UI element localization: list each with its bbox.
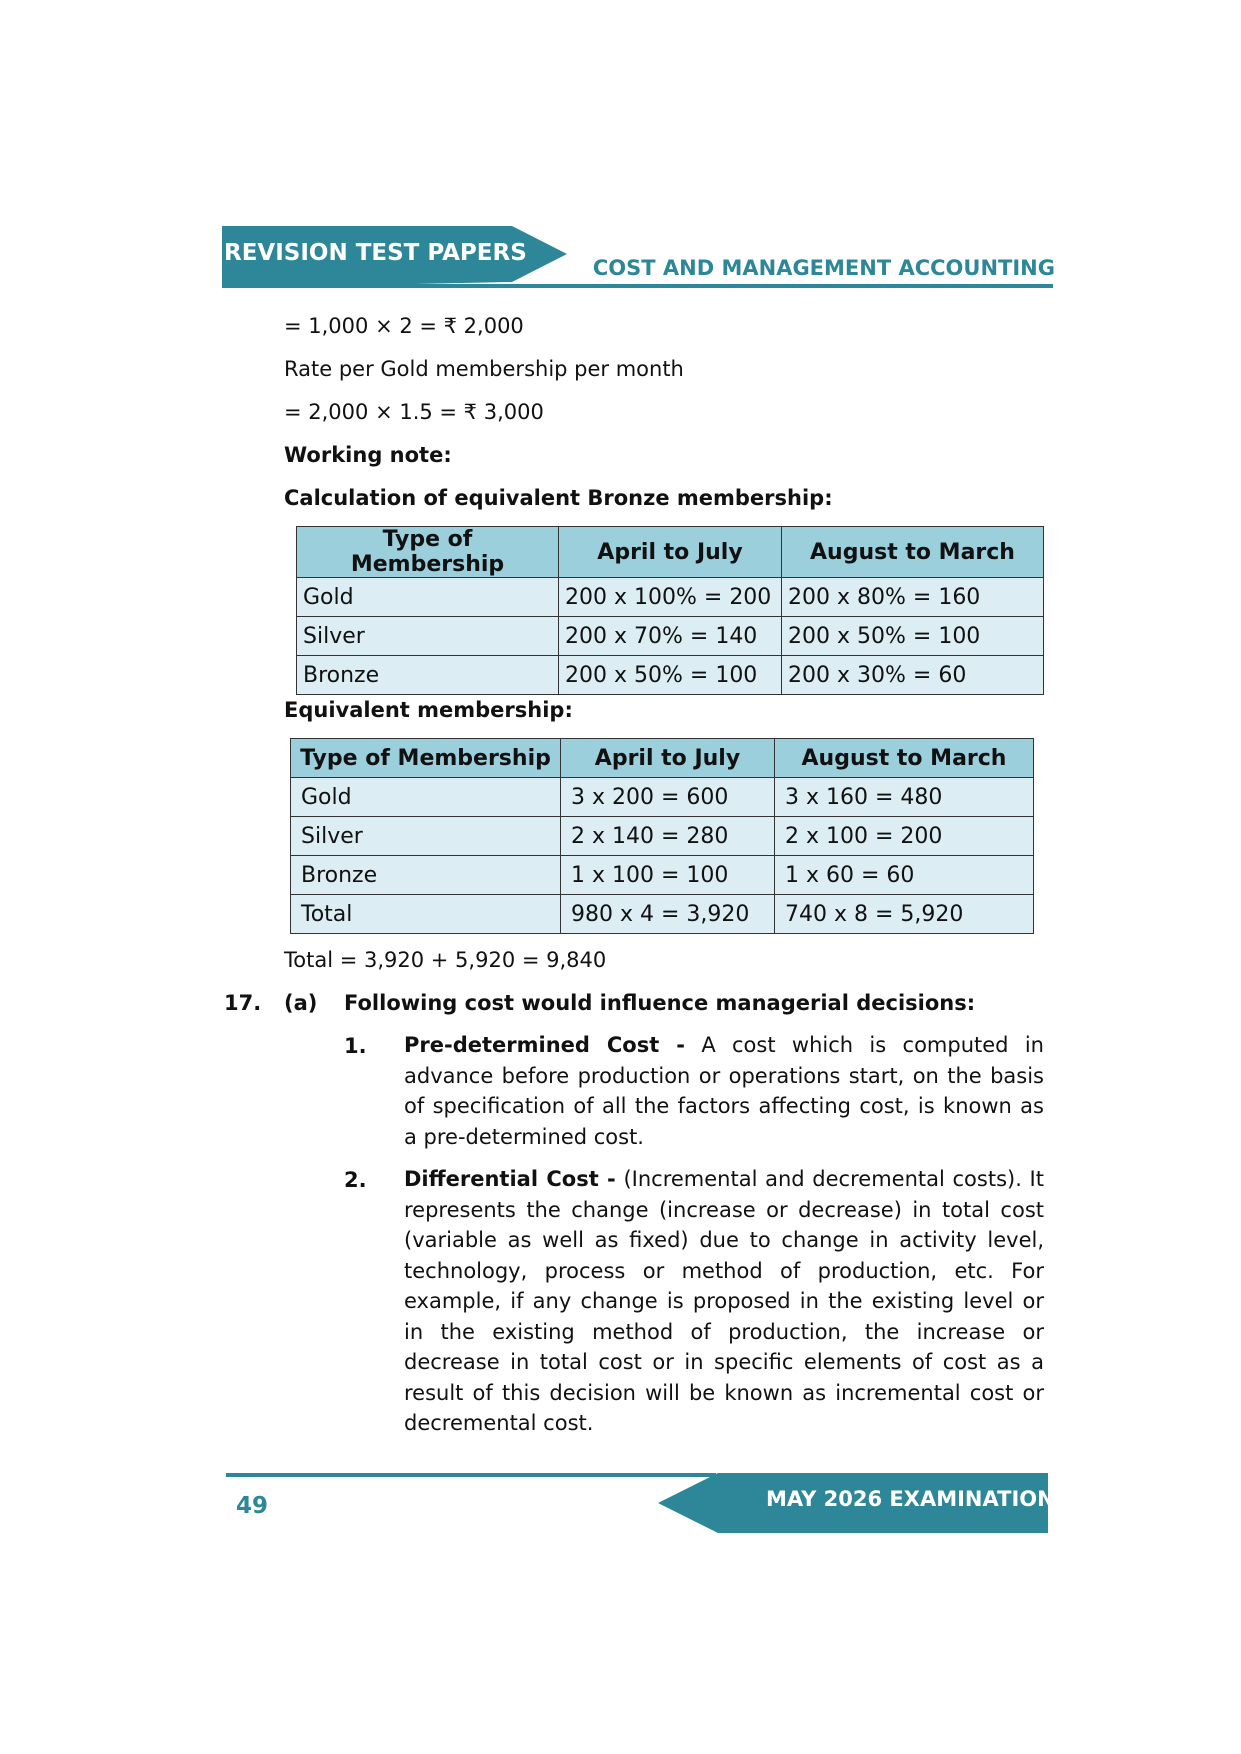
table-cell: Total [291, 895, 561, 934]
question-part: (a) [284, 991, 318, 1015]
table-cell: 1 x 100 = 100 [561, 856, 775, 895]
table-row [297, 617, 1044, 656]
table-cell: Silver [291, 817, 561, 856]
working-note-heading: Working note: [284, 443, 452, 467]
table-cell: Bronze [291, 856, 561, 895]
item-text: (Incremental and decremental costs). It represents the change (increase or decrease) in total cost (variable as well as fixed) due to change in activity level, technology, process or method of production, etc. For example, if any change is proposed in the existing level or in the existing method of production, the increase or decrease in total cost or in specific elements of cost as a result of this decision will be known as incremental cost or decremental cost. [404, 1167, 1044, 1435]
question-heading: Following cost would influence managerial decisions: [344, 991, 976, 1015]
table-cell: Silver [297, 617, 559, 656]
table-header-row [291, 739, 1034, 778]
header-rule [222, 284, 1053, 288]
table-row [291, 778, 1034, 817]
table-cell: 200 x 70% = 140 [559, 617, 782, 656]
table-row [297, 656, 1044, 695]
list-item [404, 1030, 1044, 1152]
question-number: 17. [224, 991, 262, 1015]
table-row [297, 578, 1044, 617]
equivalent-membership-table [290, 738, 1034, 934]
table-cell: 2 x 100 = 200 [775, 817, 1034, 856]
column-header: August to March [775, 739, 1034, 778]
calc-line-3: = 2,000 × 1.5 = ₹ 3,000 [284, 400, 544, 424]
footer-exam-label: MAY 2026 EXAMINATION [766, 1487, 1055, 1511]
item-term: Pre-determined Cost - [404, 1033, 685, 1057]
item-text: A cost which is computed in advance before production or operations start, on the basis of specification of all the factors affecting cost, is known as a pre-determined cost. [404, 1033, 1044, 1149]
column-header: Type of Membership [297, 527, 559, 578]
header-subject: COST AND MANAGEMENT ACCOUNTING [592, 256, 1055, 280]
equivalent-heading: Equivalent membership: [284, 698, 573, 722]
page-number: 49 [236, 1493, 269, 1519]
table-cell: 200 x 50% = 100 [782, 617, 1044, 656]
header-title: REVISION TEST PAPERS [224, 240, 527, 266]
column-header: April to July [561, 739, 775, 778]
table-cell: Gold [297, 578, 559, 617]
table-cell: 3 x 160 = 480 [775, 778, 1034, 817]
calc-line-1: = 1,000 × 2 = ₹ 2,000 [284, 314, 524, 338]
table-cell: 980 x 4 = 3,920 [561, 895, 775, 934]
table-cell: 3 x 200 = 600 [561, 778, 775, 817]
table-row [291, 856, 1034, 895]
table-cell: 1 x 60 = 60 [775, 856, 1034, 895]
table-row-total [291, 895, 1034, 934]
table-cell: Gold [291, 778, 561, 817]
calc-line-2: Rate per Gold membership per month [284, 357, 684, 381]
column-header: Type of Membership [291, 739, 561, 778]
item-number: 2. [344, 1168, 367, 1192]
item-term: Differential Cost - [404, 1167, 616, 1191]
table-cell: 200 x 80% = 160 [782, 578, 1044, 617]
table-cell: 200 x 30% = 60 [782, 656, 1044, 695]
column-header: August to March [782, 527, 1044, 578]
footer-rule [226, 1473, 716, 1477]
table-cell: 2 x 140 = 280 [561, 817, 775, 856]
table-cell: 200 x 50% = 100 [559, 656, 782, 695]
item-number: 1. [344, 1034, 367, 1058]
bronze-equivalent-table [296, 526, 1044, 695]
table-row [291, 817, 1034, 856]
calc-heading: Calculation of equivalent Bronze membership: [284, 486, 833, 510]
column-header: April to July [559, 527, 782, 578]
list-item [404, 1164, 1044, 1439]
table-header-row [297, 527, 1044, 578]
table-cell: Bronze [297, 656, 559, 695]
table-cell: 740 x 8 = 5,920 [775, 895, 1034, 934]
table-cell: 200 x 100% = 200 [559, 578, 782, 617]
total-line: Total = 3,920 + 5,920 = 9,840 [284, 948, 607, 972]
